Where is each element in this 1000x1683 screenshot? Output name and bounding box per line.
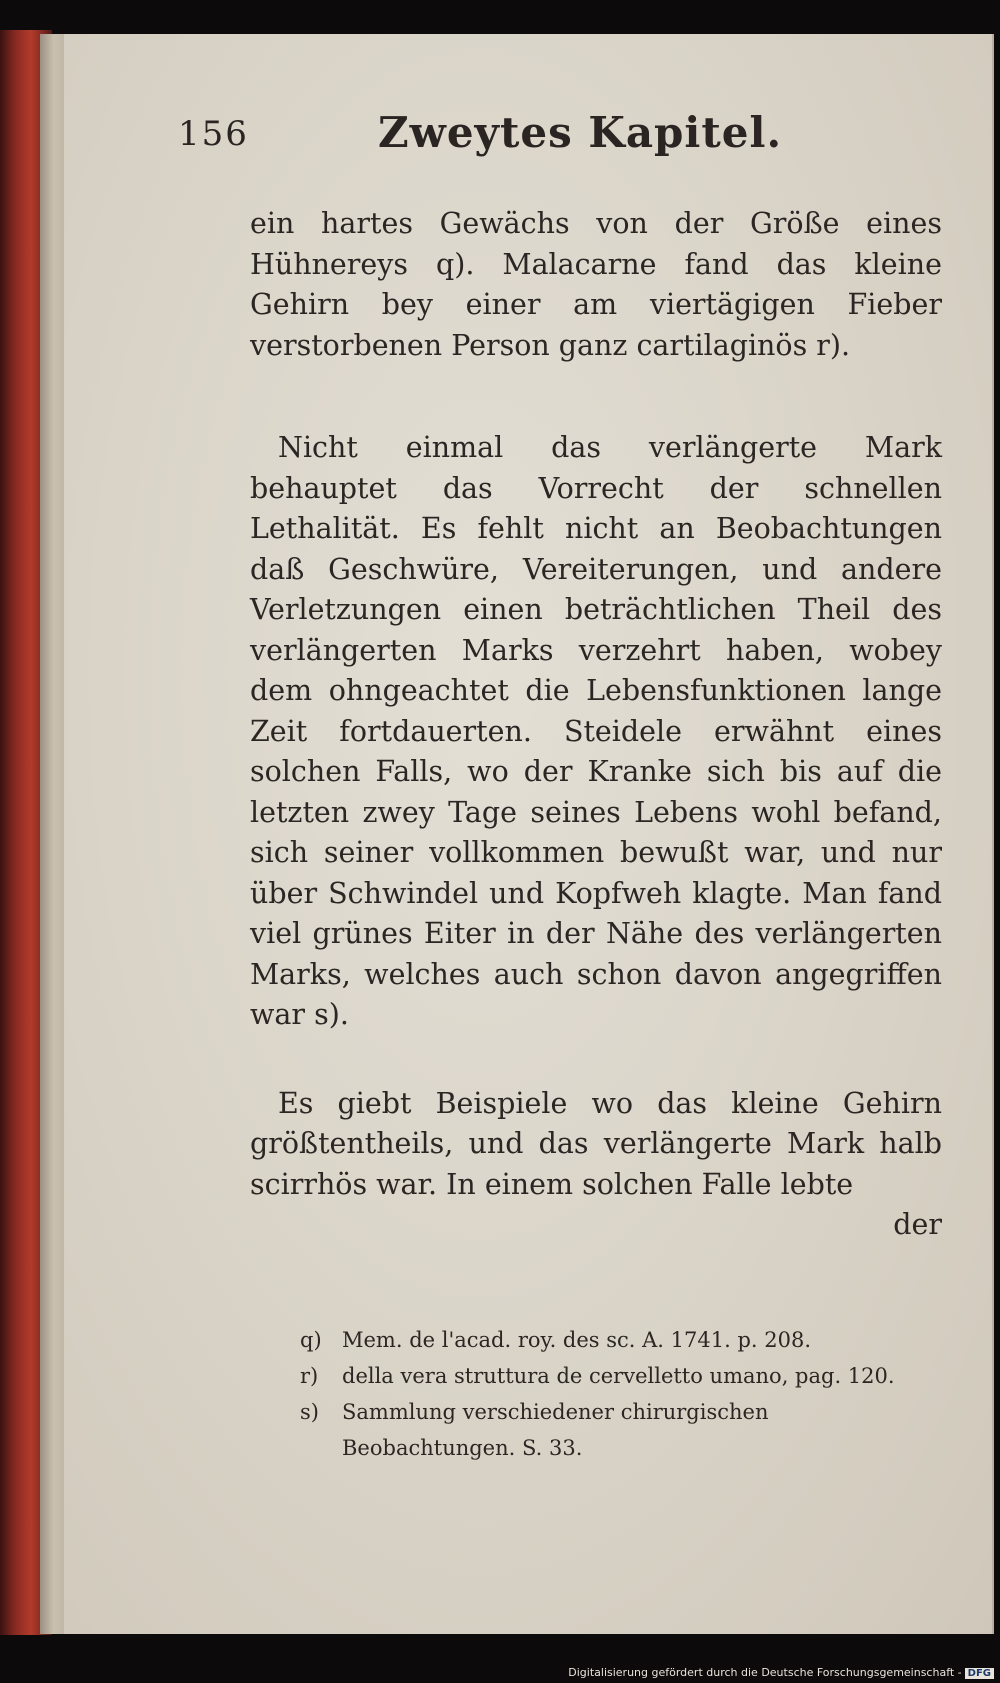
paragraph-gap [250,1036,942,1084]
paragraph-gap [250,366,942,428]
footnotes [300,1322,940,1466]
running-head: Zweytes Kapitel. [378,108,783,157]
footnote-mark: q) [300,1328,322,1352]
footnote-text: della vera struttura de cervelletto umano, pag. 120. [342,1364,895,1388]
catchword: der [893,1208,942,1241]
paragraph-3 [250,1084,942,1206]
footnote-r [300,1358,940,1394]
page-number: 156 [178,114,249,154]
footnote-q [300,1322,940,1358]
digitization-credit [568,1666,994,1679]
footnote-text: Mem. de l'acad. roy. des sc. A. 1741. p. 208. [342,1328,812,1352]
credit-text: Digitalisierung gefördert durch die Deutsche Forschungsgemeinschaft - [568,1666,962,1679]
dfg-logo: DFG [965,1668,994,1679]
footnote-text: Sammlung verschiedener chirurgischen Beobachtungen. S. 33. [342,1400,769,1460]
page-header [178,104,948,164]
paragraph-1: ein hartes Gewächs von der Größe eines Hühnereys q). Malacarne fand das kleine Gehirn bey einer am viertägigen Fieber verstorbenen Person ganz cartilaginös r). [250,207,942,362]
body-text [250,204,942,1246]
footnote-s [300,1394,940,1466]
footnote-mark: s) [300,1400,319,1424]
footnote-mark: r) [300,1364,319,1388]
paragraph-2-text: Nicht einmal das verlängerte Mark behauptet das Vorrecht der schnellen Lethalität. Es fehlt nicht an Beobachtungen daß Geschwüre, Vereiterungen, und andere Verletzungen einen beträchtlichen Theil des verlängerten Marks verzehrt haben, wobey dem ohngeachtet die Lebensfunktionen lange Zeit fortdauerten. Steidele erwähnt eines solchen Falls, wo der Kranke sich bis auf die letzten zwey Tage seines Lebens wohl befand, sich seiner vollkommen bewußt war, und nur über Schwindel und Kopfweh klagte. Man fand viel grünes Eiter in der Nähe des verlängerten Marks, welches auch schon davon angegriffen war s). [250,431,942,1031]
paragraph-3-text: Es giebt Beispiele wo das kleine Gehirn größtentheils, und das verlängerte Mark halb scirrhös war. In einem solchen Falle lebte [250,1086,942,1201]
paragraph-2 [250,428,942,1036]
